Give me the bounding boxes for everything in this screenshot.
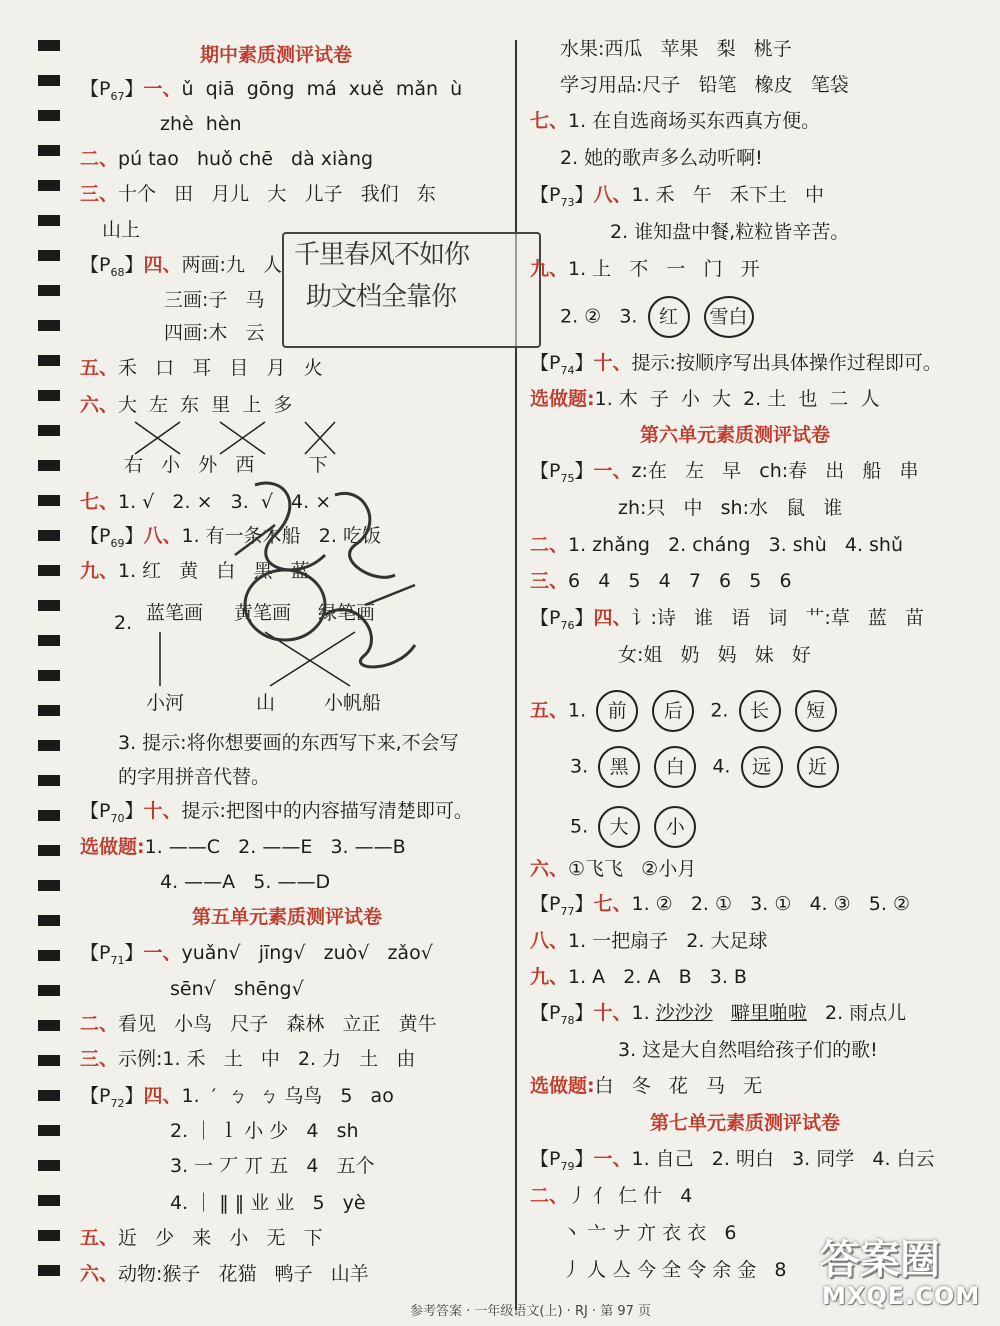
match-bottom-2: 山 — [256, 692, 276, 714]
circled-answer: 后 — [652, 690, 694, 732]
answer-line: 2. 她的歌声多么动听啊! — [560, 147, 763, 169]
match-bottom-3: 小帆船 — [324, 692, 382, 714]
answer-line: 选做题:白 冬 花 马 无 — [530, 1075, 763, 1097]
answer-line: 四画:木 云 — [164, 322, 265, 344]
answer-line: 丿 人 亼 今 全 令 余 金 8 — [562, 1259, 787, 1281]
answer-line: 二、看见 小鸟 尺子 森林 立正 黄牛 — [80, 1013, 437, 1035]
answer-line: 3. 黑 白 4. 远 近 — [570, 746, 843, 788]
answer-line: 九、1. 上 不 一 门 开 — [530, 258, 760, 280]
answer-line: 2. 谁知盘中餐,粒粒皆辛苦。 — [610, 221, 850, 243]
answer-line: 五、1. 前 后 2. 长 短 — [530, 690, 841, 732]
answer-line: 【$P_{73}$】八、1. 禾 午 禾下土 中 — [530, 184, 825, 209]
answer-line: 二、1. zhǎng 2. cháng 3. shù 4. shǔ — [530, 534, 904, 556]
answer-line: 六、大 左 东 里 上 多 — [80, 394, 293, 416]
answer-line: 女:姐 奶 妈 妹 好 — [618, 644, 811, 666]
answer-line: 山上 — [102, 219, 141, 241]
answer-line: 2. ｜ ｌ 小 少 4 sh — [170, 1120, 359, 1142]
circled-answer: 短 — [795, 690, 837, 732]
answer-line: 九、1. 红 黄 白 黑 蓝 — [80, 560, 310, 582]
answer-line: 【$P_{78}$】十、1. 沙沙沙 噼里啪啦 2. 雨点儿 — [530, 1002, 907, 1027]
circled-answer: 白 — [654, 746, 696, 788]
answer-line: 选做题:1. ——C 2. ——E 3. ——B — [80, 836, 406, 858]
answer-line: zh:只 中 sh:水 鼠 谁 — [618, 497, 843, 519]
answer-line: sēn√ shēng√ — [170, 978, 304, 1000]
answer-line: 三、6 4 5 4 7 6 5 6 — [530, 570, 792, 592]
answer-line: 5. 大 小 — [570, 806, 700, 848]
answer-line: 【$P_{71}$】一、yuǎn√ jīng√ zuò√ zǎo√ — [80, 942, 433, 967]
answer-line: 4. ｜ ‖ ‖ 业 业 5 yè — [170, 1192, 366, 1214]
answer-line: 【$P_{75}$】一、z:在 左 早 ch:春 出 船 串 — [530, 460, 919, 485]
circled-answer: 前 — [596, 690, 638, 732]
answer-line: 【$P_{76}$】四、讠:诗 谁 语 词 艹:草 蓝 苗 — [530, 607, 925, 632]
answer-line: 丶 亠 ナ 亣 衣 衣 6 — [562, 1222, 737, 1244]
answer-line: 学习用品:尺子 铅笔 橡皮 笔袋 — [560, 74, 849, 96]
section-title-midterm: 期中素质测评试卷 — [200, 44, 353, 66]
answer-line: 2. ② 3. 红 雪白 — [560, 296, 758, 338]
answer-line: 六、动物:猴子 花猫 鸭子 山羊 — [80, 1263, 369, 1285]
answer-line: 的字用拼音代替。 — [118, 766, 271, 788]
circled-answer: 雪白 — [704, 296, 754, 338]
answer-line: 二、丿 亻 仁 什 4 — [530, 1185, 693, 1207]
matching-lines-q9 — [80, 628, 510, 698]
answer-line: 【$P_{72}$】四、1. ′ ㄅ ㄅ 乌鸟 5 ao — [80, 1085, 394, 1110]
answer-line: 【$P_{77}$】七、1. ② 2. ① 3. ① 4. ③ 5. ② — [530, 893, 910, 918]
column-divider — [515, 40, 517, 1310]
section-title-unit7: 第七单元素质测评试卷 — [650, 1112, 841, 1134]
answer-line: zhè hèn — [160, 113, 242, 135]
site-logo: 答案圈 MXQE.COM — [820, 1237, 981, 1310]
circled-answer: 红 — [648, 296, 690, 338]
answer-line: 五、近 少 来 小 无 下 — [80, 1227, 323, 1249]
answer-line: 五、禾 口 耳 目 月 火 — [80, 357, 323, 379]
circled-answer: 近 — [797, 746, 839, 788]
answer-line: 三画:子 马 — [164, 289, 265, 311]
answer-line: 七、1. √ 2. × 3. √ 4. × — [80, 491, 332, 513]
match-bottom-1: 小河 — [146, 692, 185, 714]
answer-line: 3. 一 丆 丌 五 4 五个 — [170, 1155, 375, 1177]
binding-holes — [38, 40, 62, 1300]
answer-line: 2. — [114, 612, 133, 634]
answer-line: 【$P_{68}$】四、两画:九 人 — [80, 254, 283, 279]
answer-line: 右 小 外 西 下 — [124, 454, 328, 476]
match-top-2: 黄笔画 — [234, 602, 292, 624]
answer-line: 3. 提示:将你想要画的东西写下来,不会写 — [118, 732, 459, 754]
section-title-unit6: 第六单元素质测评试卷 — [640, 424, 831, 446]
circled-answer: 远 — [741, 746, 783, 788]
circled-answer: 长 — [739, 690, 781, 732]
answer-line: 二、pú tao huǒ chē dà xiàng — [80, 148, 374, 170]
section-title-unit5: 第五单元素质测评试卷 — [192, 906, 383, 928]
answer-line: 七、1. 在自选商场买东西真方便。 — [530, 110, 821, 132]
circled-answer: 大 — [598, 806, 640, 848]
circled-answer: 小 — [654, 806, 696, 848]
answer-line: 六、①飞飞 ②小月 — [530, 858, 697, 880]
answer-line: 三、十个 田 月儿 大 儿子 我们 东 — [80, 183, 436, 205]
answer-line: 【$P_{79}$】一、1. 自己 2. 明白 3. 同学 4. 白云 — [530, 1148, 935, 1173]
circled-answer: 黑 — [598, 746, 640, 788]
match-top-1: 蓝笔画 — [146, 602, 204, 624]
answer-line: 【$P_{70}$】十、提示:把图中的内容描写清楚即可。 — [80, 800, 473, 825]
stamp-overlay: 千里春风不如你 助文档全靠你 — [282, 232, 541, 348]
answer-line: 4. ——A 5. ——D — [160, 871, 331, 893]
answer-line: 【$P_{69}$】八、1. 有一条木船 2. 吃饭 — [80, 525, 381, 550]
answer-line: 九、1. A 2. A B 3. B — [530, 966, 747, 988]
answer-line: 3. 这是大自然唱给孩子们的歌! — [618, 1039, 878, 1061]
answer-line: 八、1. 一把扇子 2. 大足球 — [530, 930, 768, 952]
answer-line: 选做题:1. 木 子 小 大 2. 土 也 二 人 — [530, 388, 880, 410]
answer-line: 水果:西瓜 苹果 梨 桃子 — [560, 38, 792, 60]
match-top-3: 绿笔画 — [318, 602, 376, 624]
answer-line: 【$P_{67}$】一、ǔ qiā gōng má xuě mǎn ù — [80, 78, 463, 103]
answer-line: 【$P_{74}$】十、提示:按顺序写出具体操作过程即可。 — [530, 352, 942, 377]
answer-line: 三、示例:1. 禾 土 中 2. 力 土 由 — [80, 1048, 416, 1070]
page-footer: 参考答案 · 一年级语文(上) · RJ · 第 97 页 — [410, 1304, 652, 1319]
